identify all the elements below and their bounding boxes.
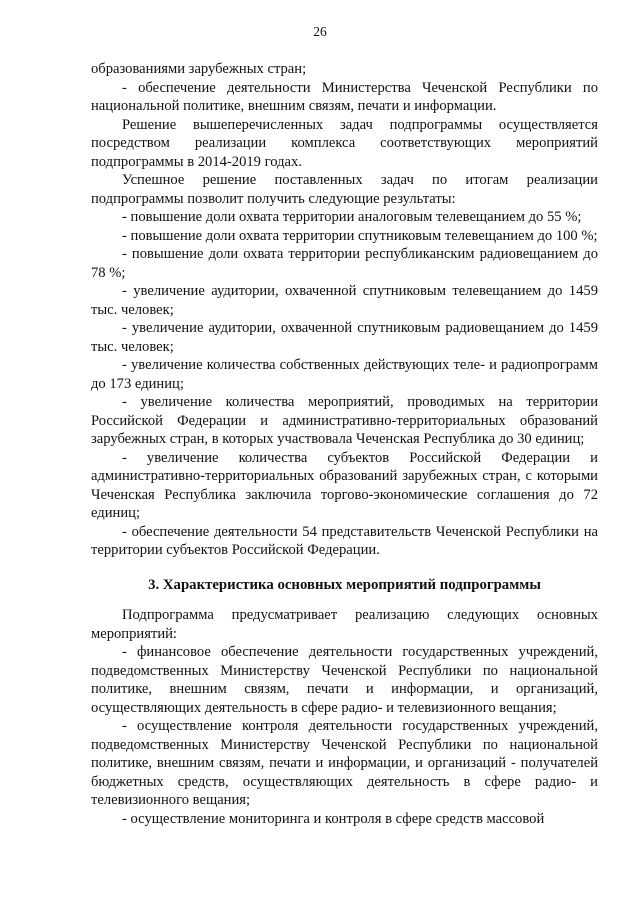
- paragraph: Подпрограмма предусматривает реализацию следующих основных мероприятий:: [91, 607, 598, 642]
- list-item: - обеспечение деятельности 54 представительств Чеченской Республики на территории субъектов Российской Федерации.: [91, 523, 598, 558]
- list-item: - увеличение аудитории, охваченной спутниковым радиовещанием до 1459 тыс. человек;: [91, 320, 598, 355]
- document-body: [91, 60, 598, 828]
- paragraph: образованиями зарубежных стран;: [91, 61, 307, 77]
- list-item: - повышение доли охвата территории аналоговым телевещанием до 55 %;: [122, 209, 582, 225]
- list-item: - осуществление мониторинга и контроля в сфере средств массовой: [122, 810, 545, 827]
- list-item: - финансовое обеспечение деятельности государственных учреждений, подведомственных Министерству Чеченской Республики по национальной политике, внешним связям, печати и информации, и организаций, осуществляющих деятельность в сфере радио- и телевизионного вещания;: [91, 644, 598, 716]
- list-item: - увеличение количества собственных действующих теле- и радиопрограмм до 173 единиц;: [91, 357, 598, 392]
- list-item: - повышение доли охвата территории спутниковым телевещанием до 100 %;: [122, 227, 598, 244]
- paragraph: - обеспечение деятельности Министерства Чеченской Республики по национальной политике, внешним связям, печати и информации.: [91, 79, 598, 114]
- list-item: - увеличение аудитории, охваченной спутниковым телевещанием до 1459 тыс. человек;: [91, 283, 598, 318]
- paragraph: Решение вышеперечисленных задач подпрограммы осуществляется посредством реализации комплекса соответствующих мероприятий подпрограммы в 2014-2019 годах.: [91, 116, 598, 170]
- section-heading: 3. Характеристика основных мероприятий подпрограммы: [148, 576, 541, 593]
- list-item: - осуществление контроля деятельности государственных учреждений, подведомственных Министерству Чеченской Республики по национальной политике, внешним связям, печати и информации, и организаций - получателей бюджетных средств, осуществляющих деятельность в сфере радио- и телевизионного вещания;: [91, 718, 598, 808]
- list-item: - повышение доли охвата территории республиканским радиовещанием до 78 %;: [91, 246, 598, 281]
- list-item: - увеличение количества мероприятий, проводимых на территории Российской Федерации и административно-территориальных образований зарубежных стран, в которых участвовала Чеченская Республика до 30 единиц;: [91, 394, 598, 447]
- list-item: - увеличение количества субъектов Российской Федерации и административно-территориальных образований зарубежных стран, с которыми Чеченская Республика заключила торгово-экономические соглашения до 72 единиц;: [91, 449, 598, 521]
- paragraph: Успешное решение поставленных задач по итогам реализации подпрограммы позволит получить следующие результаты:: [91, 172, 598, 207]
- page-number: 26: [313, 24, 327, 39]
